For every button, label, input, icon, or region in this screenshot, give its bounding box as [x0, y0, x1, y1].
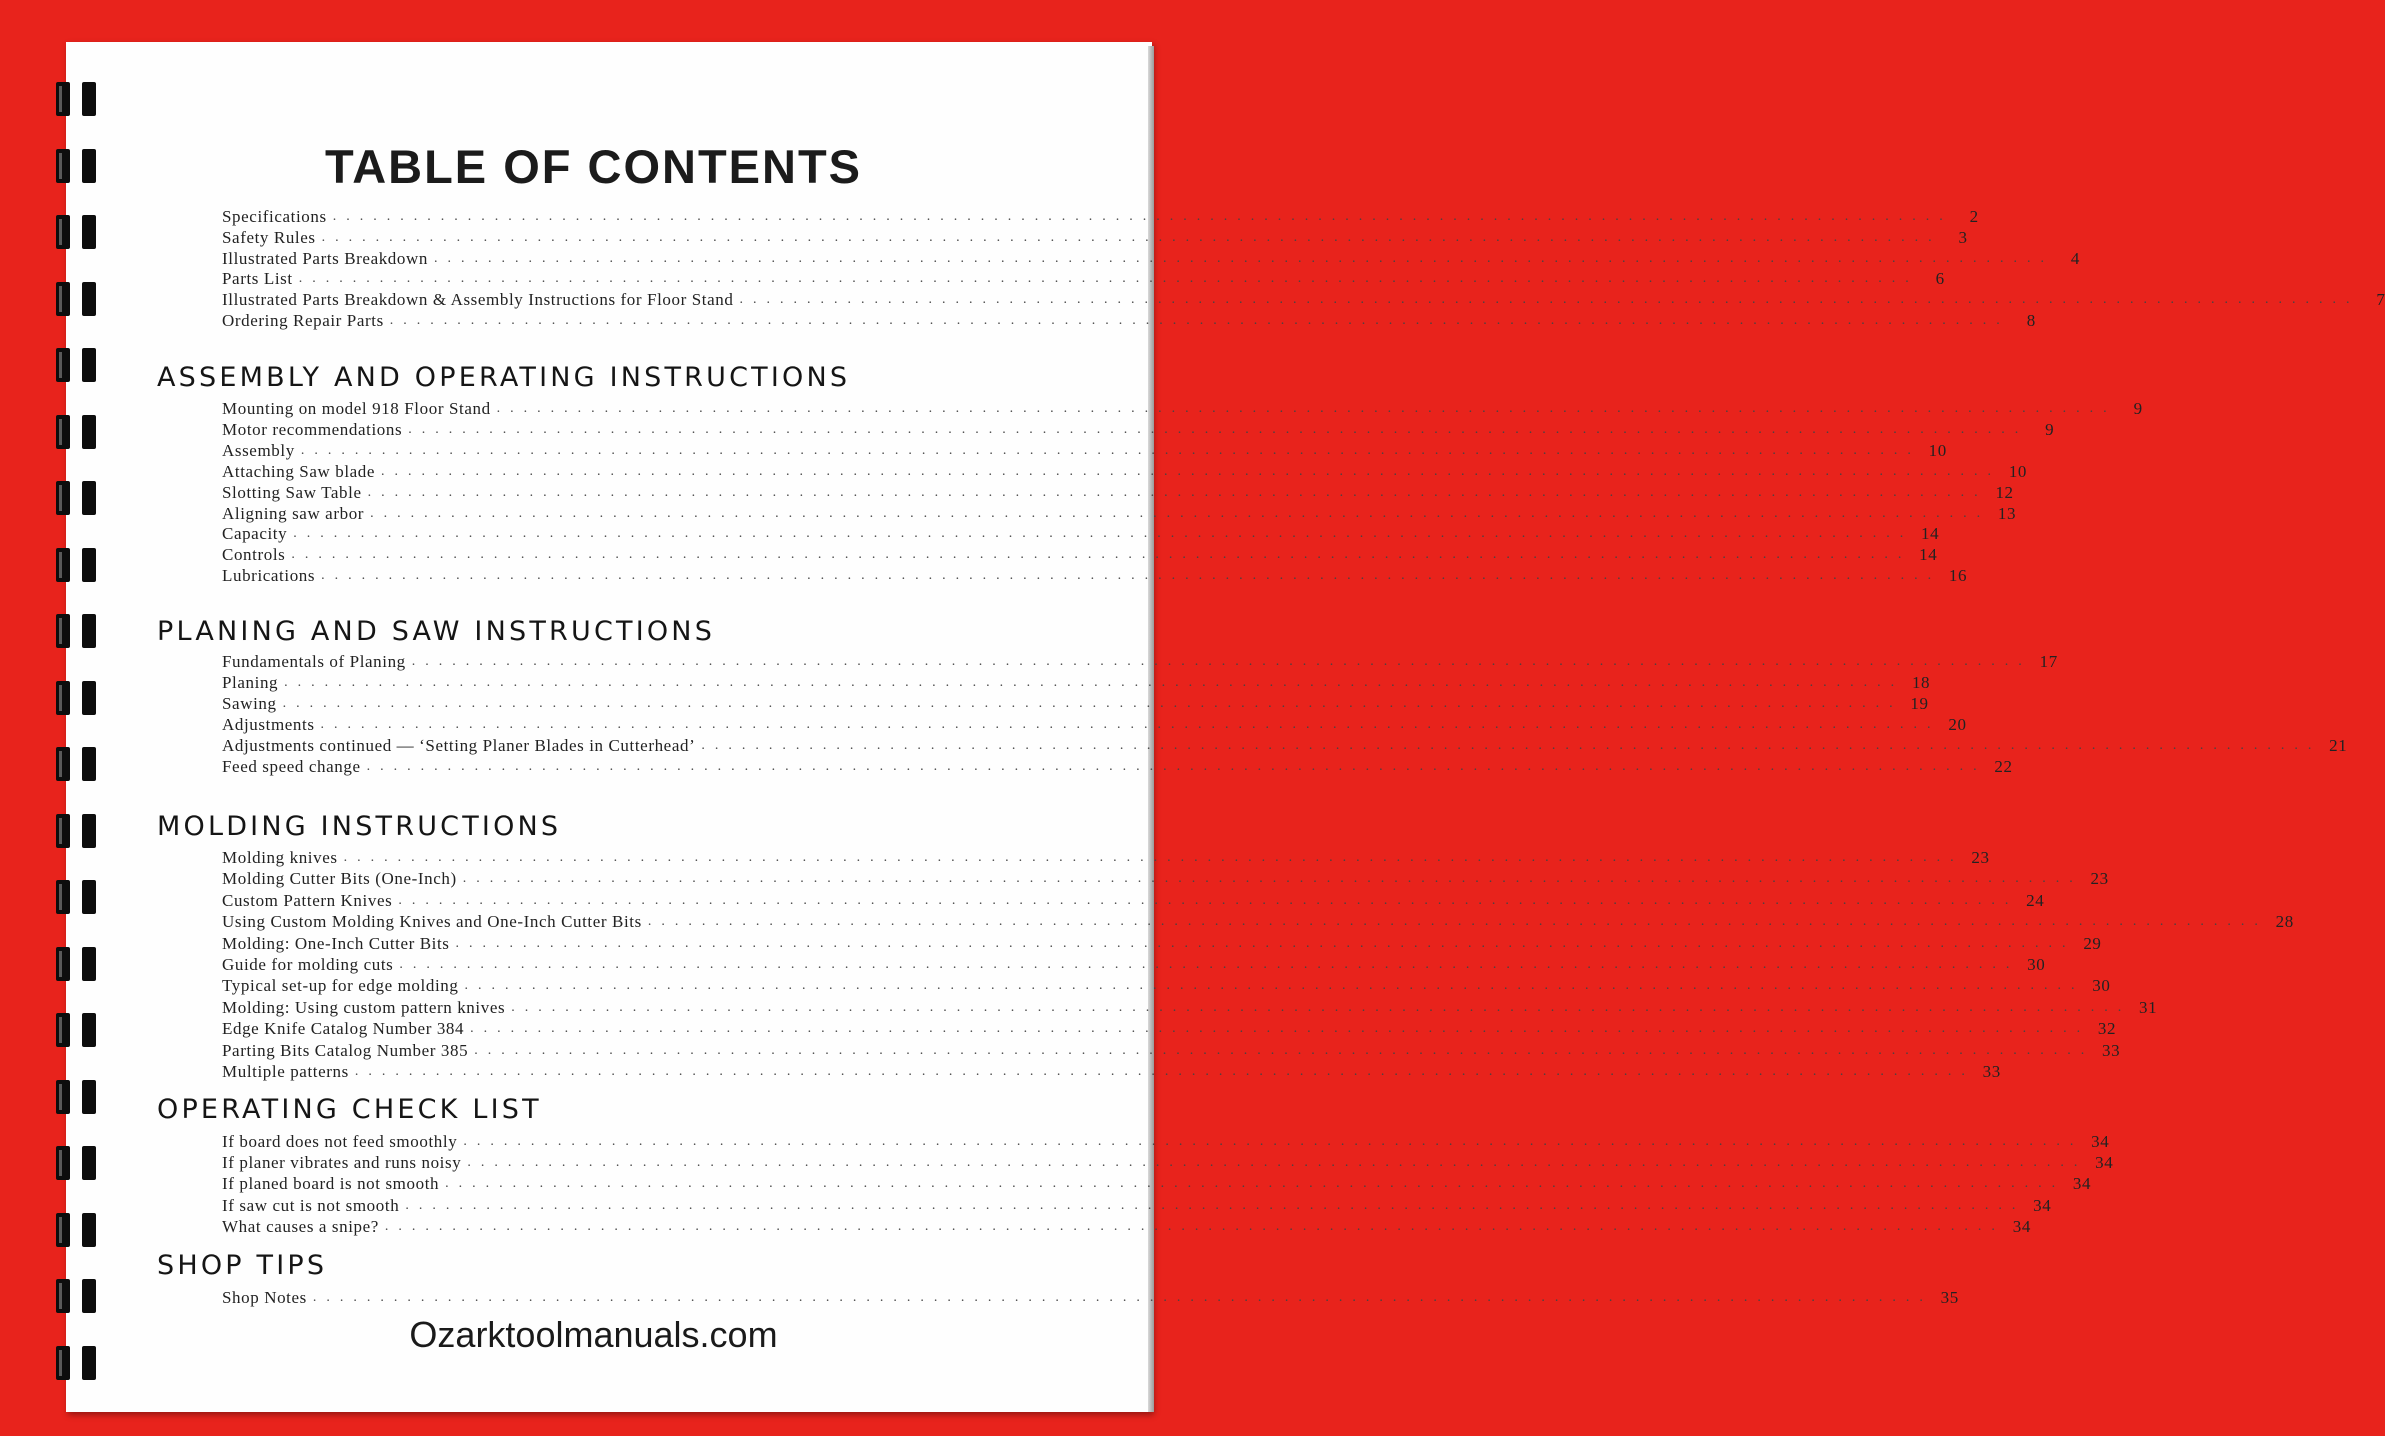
- toc-entry: [222, 953, 2046, 975]
- toc-entry-page-number: 22: [1994, 757, 2013, 776]
- dot-leader: ........................................................................................................................: [455, 935, 2076, 951]
- dot-leader: ........................................................................................................................: [701, 738, 2322, 753]
- toc-entry-label: Multiple patterns: [222, 1062, 349, 1081]
- dot-leader: ........................................................................................................................: [399, 957, 2020, 972]
- toc-entry: [222, 650, 2058, 672]
- toc-entry-page-number: 2: [1969, 207, 1979, 226]
- section-heading: PLANING AND SAW INSTRUCTIONS: [157, 616, 716, 647]
- dot-leader: ........................................................................................................................: [496, 401, 2117, 416]
- binding-coil: [56, 814, 100, 848]
- toc-entry-page-number: 10: [1928, 440, 1947, 460]
- toc-entry: [222, 1017, 2117, 1039]
- binding-coil: [56, 1080, 100, 1114]
- dot-leader: ........................................................................................................................: [343, 850, 1964, 865]
- binding-coil: [56, 1146, 100, 1180]
- dot-leader: ........................................................................................................................: [321, 568, 1942, 584]
- toc-entry: [222, 867, 2109, 889]
- toc-entry-label: Molding knives: [222, 848, 338, 867]
- toc-entry-label: If planer vibrates and runs noisy: [222, 1153, 462, 1173]
- toc-entry-page-number: 3: [1958, 227, 1968, 247]
- dot-leader: ........................................................................................................................: [739, 292, 2360, 308]
- dot-leader: ........................................................................................................................: [384, 1218, 2005, 1234]
- toc-entry-page-number: 31: [2139, 997, 2158, 1017]
- toc-entry: [222, 1194, 2052, 1216]
- dot-leader: ........................................................................................................................: [381, 463, 2002, 479]
- dot-leader: ........................................................................................................................: [332, 209, 1953, 224]
- toc-entry: [222, 205, 1979, 227]
- toc-entry-page-number: 8: [2026, 311, 2036, 330]
- binding-coil: [56, 747, 100, 781]
- toc-entry: [222, 564, 1968, 586]
- dot-leader: ........................................................................................................................: [367, 484, 1988, 500]
- toc-entry: [222, 671, 1931, 693]
- toc-entry: [222, 1172, 2092, 1194]
- toc-entry-page-number: 20: [1948, 715, 1967, 734]
- toc-entry: [222, 996, 2158, 1018]
- toc-entry: [222, 418, 2055, 440]
- section-heading: OPERATING CHECK LIST: [157, 1094, 542, 1125]
- binding-coil: [56, 548, 100, 582]
- toc-entry-page-number: 10: [2008, 461, 2028, 481]
- binding-coil: [56, 415, 100, 449]
- toc-entry-label: Typical set-up for edge molding: [222, 976, 459, 996]
- toc-entry-label: Safety Rules: [222, 227, 316, 247]
- toc-entry: [222, 543, 1938, 565]
- toc-entry: [222, 932, 2102, 954]
- toc-entry: [222, 460, 2028, 482]
- dot-leader: ........................................................................................................................: [511, 999, 2132, 1015]
- toc-entry-label: Illustrated Parts Breakdown: [222, 248, 428, 268]
- toc-entry-page-number: 4: [2070, 248, 2080, 268]
- dot-leader: ........................................................................................................................: [284, 675, 1905, 690]
- dot-leader: ........................................................................................................................: [366, 759, 1987, 774]
- toc-entry: [222, 247, 2080, 269]
- toc-entry-label: Molding: One-Inch Cutter Bits: [222, 933, 450, 953]
- toc-entry-label: Shop Notes: [222, 1288, 307, 1307]
- toc-entry-page-number: 17: [2039, 652, 2058, 671]
- toc-entry: [222, 267, 1945, 289]
- dot-leader: ........................................................................................................................: [647, 914, 2268, 930]
- dot-leader: ........................................................................................................................: [445, 1176, 2066, 1192]
- toc-entry: [222, 755, 2013, 777]
- toc-entry: [222, 974, 2111, 996]
- toc-entry-label: If planed board is not smooth: [222, 1174, 440, 1194]
- dot-leader: ........................................................................................................................: [320, 717, 1941, 732]
- toc-entry: [222, 1130, 2110, 1152]
- toc-entry-label: Using Custom Molding Knives and One-Inch Cutter Bits: [222, 912, 642, 932]
- toc-entry-label: Assembly: [222, 440, 295, 460]
- toc-entry-label: Planing: [222, 673, 279, 692]
- dot-leader: ........................................................................................................................: [464, 978, 2085, 994]
- toc-entry-label: Sawing: [222, 694, 277, 713]
- toc-entry-label: Parting Bits Catalog Number 385: [222, 1040, 469, 1060]
- toc-entry-page-number: 21: [2329, 736, 2348, 755]
- dot-leader: ........................................................................................................................: [467, 1155, 2088, 1171]
- toc-entry-label: Lubrications: [222, 566, 316, 586]
- toc-entry-page-number: 18: [1911, 673, 1931, 692]
- dot-leader: ........................................................................................................................: [291, 547, 1912, 563]
- binding-coil: [56, 348, 100, 382]
- dot-leader: ........................................................................................................................: [282, 696, 1903, 711]
- toc-entry: [222, 1151, 2114, 1173]
- toc-entry-label: Attaching Saw blade: [222, 461, 376, 481]
- toc-entry-label: Adjustments continued — ‘Setting Planer Blades in Cutterhead’: [222, 736, 696, 755]
- toc-entry-label: Motor recommendations: [222, 419, 403, 439]
- toc-entry-page-number: 24: [2026, 890, 2045, 910]
- toc-entry-page-number: 9: [2133, 399, 2143, 418]
- page-title: TABLE OF CONTENTS: [324, 140, 863, 194]
- toc-entry-label: What causes a snipe?: [222, 1216, 379, 1236]
- toc-entry-label: Guide for molding cuts: [222, 955, 394, 974]
- toc-entry-label: Aligning saw arbor: [222, 503, 365, 523]
- spiral-binding: [56, 60, 106, 1400]
- toc-entry-page-number: 34: [2095, 1153, 2114, 1173]
- toc-entry: [222, 1039, 2121, 1061]
- dot-leader: ........................................................................................................................: [312, 1290, 1933, 1305]
- dot-leader: ........................................................................................................................: [321, 229, 1942, 245]
- toc-entry-page-number: 23: [2090, 869, 2109, 889]
- toc-entry-page-number: 30: [2027, 955, 2046, 974]
- binding-coil: [56, 215, 100, 249]
- binding-coil: [56, 481, 100, 515]
- toc-entry-label: Fundamentals of Planing: [222, 652, 406, 671]
- toc-entry-label: Custom Pattern Knives: [222, 890, 393, 910]
- toc-entry-page-number: 34: [2012, 1216, 2031, 1236]
- dot-leader: ........................................................................................................................: [474, 1042, 2095, 1058]
- toc-entry: [222, 713, 1967, 735]
- dot-leader: ........................................................................................................................: [370, 505, 1991, 521]
- toc-entry-label: Molding: Using custom pattern knives: [222, 997, 506, 1017]
- dot-leader: ........................................................................................................................: [470, 1021, 2091, 1037]
- dot-leader: ........................................................................................................................: [300, 442, 1921, 458]
- toc-entry-page-number: 29: [2083, 933, 2102, 953]
- toc-entry-page-number: 23: [1971, 848, 1990, 867]
- toc-entry: [222, 522, 1940, 544]
- toc-entry-page-number: 19: [1910, 694, 1929, 713]
- toc-entry-label: Specifications: [222, 207, 327, 226]
- binding-coil: [56, 1013, 100, 1047]
- toc-entry: [222, 226, 1968, 248]
- toc-entry: [222, 481, 2014, 503]
- binding-coil: [56, 82, 100, 116]
- toc-entry-label: Molding Cutter Bits (One-Inch): [222, 869, 457, 889]
- toc-entry: [222, 1215, 2031, 1237]
- toc-entry-label: Adjustments: [222, 715, 315, 734]
- toc-entry-page-number: 33: [1982, 1062, 2001, 1081]
- binding-coil: [56, 1279, 100, 1313]
- binding-coil: [56, 880, 100, 914]
- toc-entry-page-number: 33: [2102, 1040, 2121, 1060]
- toc-entry: [222, 288, 2385, 310]
- binding-coil: [56, 282, 100, 316]
- toc-entry-page-number: 30: [2092, 976, 2111, 996]
- toc-entry: [222, 397, 2143, 419]
- toc-entry-page-number: 14: [1919, 545, 1938, 565]
- toc-entry-page-number: 6: [1935, 269, 1945, 289]
- toc-entry-page-number: 32: [2097, 1019, 2117, 1039]
- toc-entry-page-number: 14: [1921, 524, 1940, 544]
- binding-coil: [56, 681, 100, 715]
- toc-entry-label: If saw cut is not smooth: [222, 1195, 400, 1215]
- toc-entry-label: Slotting Saw Table: [222, 482, 362, 502]
- toc-entry-page-number: 34: [2091, 1132, 2110, 1151]
- dot-leader: ........................................................................................................................: [462, 871, 2083, 887]
- toc-entry: [222, 889, 2045, 911]
- toc-entry-page-number: 35: [1940, 1288, 1959, 1307]
- dot-leader: ........................................................................................................................: [298, 271, 1919, 287]
- toc-entry-label: Capacity: [222, 524, 288, 544]
- toc-entry: [222, 1286, 1959, 1308]
- watermark-url: Ozarktoolmanuals.com: [409, 1314, 778, 1355]
- dot-leader: ........................................................................................................................: [463, 1134, 2084, 1149]
- dot-leader: ........................................................................................................................: [398, 892, 2019, 908]
- binding-coil: [56, 947, 100, 981]
- toc-entry-page-number: 13: [1997, 503, 2017, 523]
- dot-leader: ........................................................................................................................: [434, 250, 2054, 266]
- toc-entry-page-number: 16: [1948, 566, 1968, 586]
- dot-leader: ........................................................................................................................: [293, 526, 1914, 542]
- binding-coil: [56, 614, 100, 648]
- toc-entry-page-number: 34: [2072, 1174, 2092, 1194]
- toc-entry: [222, 846, 1990, 868]
- toc-entry-label: Illustrated Parts Breakdown & Assembly Instructions for Floor Stand: [222, 290, 734, 310]
- toc-entry: [222, 734, 2348, 756]
- section-heading: MOLDING INSTRUCTIONS: [157, 811, 562, 842]
- toc-entry-label: Controls: [222, 545, 286, 565]
- toc-entry-page-number: 9: [2045, 419, 2055, 439]
- toc-entry: [222, 502, 2017, 524]
- toc-entry-page-number: 34: [2033, 1195, 2052, 1215]
- toc-entry-label: Feed speed change: [222, 757, 361, 776]
- toc-entry-page-number: 28: [2275, 912, 2294, 932]
- section-heading: SHOP TIPS: [157, 1250, 328, 1281]
- toc-entry: [222, 1060, 2001, 1082]
- toc-entry: [222, 309, 2036, 331]
- toc-entry-page-number: 7: [2376, 290, 2385, 310]
- toc-entry-label: Mounting on model 918 Floor Stand: [222, 399, 491, 418]
- dot-leader: ........................................................................................................................: [408, 421, 2029, 437]
- toc-entry-label: Ordering Repair Parts: [222, 311, 384, 330]
- toc-entry: [222, 692, 1929, 714]
- toc-entry: [222, 439, 1947, 461]
- dot-leader: ........................................................................................................................: [354, 1064, 1975, 1079]
- dot-leader: ........................................................................................................................: [411, 654, 2032, 669]
- toc-entry-label: If board does not feed smoothly: [222, 1132, 458, 1151]
- section-heading: ASSEMBLY AND OPERATING INSTRUCTIONS: [157, 362, 851, 393]
- toc-entry-page-number: 12: [1995, 482, 2014, 502]
- toc-entry-label: Edge Knife Catalog Number 384: [222, 1019, 465, 1039]
- dot-leader: ........................................................................................................................: [389, 313, 2010, 328]
- dot-leader: ........................................................................................................................: [405, 1197, 2026, 1213]
- toc-entry-label: Parts List: [222, 269, 293, 289]
- binding-coil: [56, 1213, 100, 1247]
- toc-entry: [222, 910, 2294, 932]
